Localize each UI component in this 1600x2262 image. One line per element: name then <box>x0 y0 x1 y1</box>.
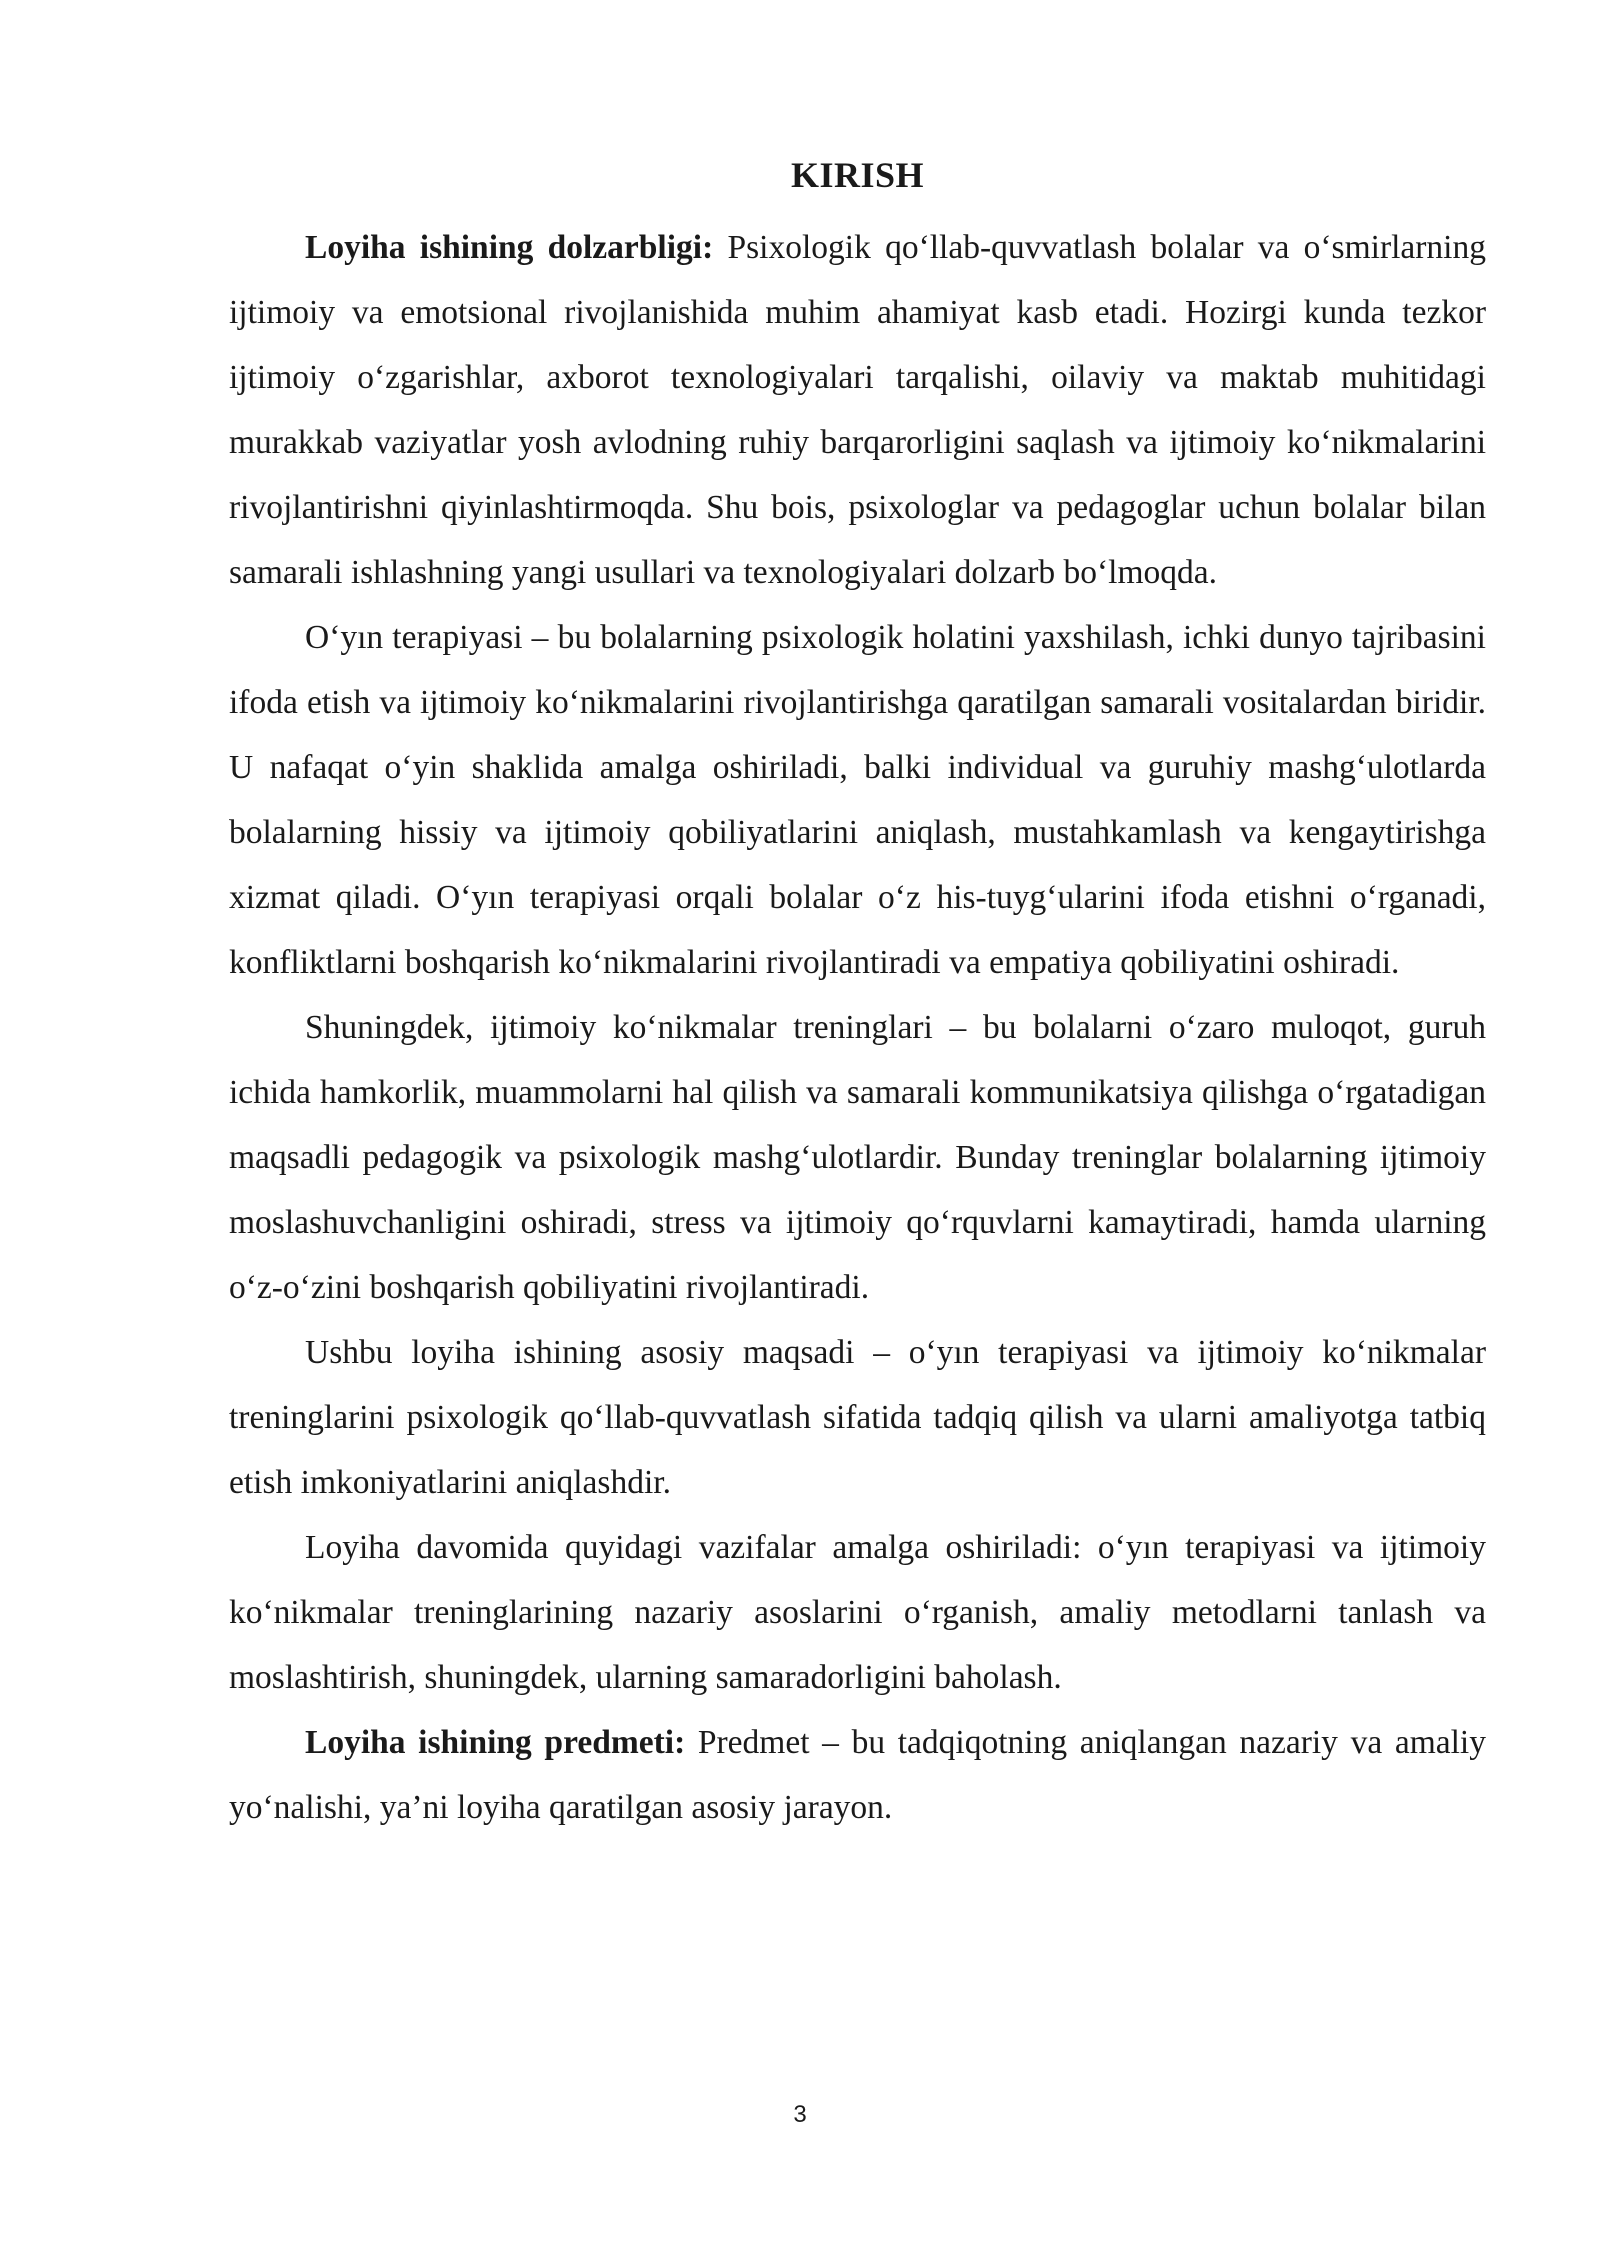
paragraph-tasks <box>229 1515 1486 1710</box>
paragraph-text: Predmet – bu tadqiqotning aniqlangan nazariy va amaliy yoʻnalishi, ya’ni loyiha qaratilgan asosiy jarayon. <box>229 1724 1486 1826</box>
paragraph-text: Ushbu loyiha ishining asosiy maqsadi – oʻyın terapiyasi va ijtimoiy koʻnikmalar treninglarini psixologik qoʻllab-quvvatlash sifatida tadqiq qilish va ularni amaliyotga tatbiq etish imkoniyatlarini aniqlashdir. <box>229 1334 1486 1501</box>
paragraph-text: Psixologik qoʻllab-quvvatlash bolalar va oʻsmirlarning ijtimoiy va emotsional rivojlanishida muhim ahamiyat kasb etadi. Hozirgi kunda tezkor ijtimoiy oʻzgarishlar, axborot texnologiyalari tarqalishi, oilaviy va maktab muhitidagi murakkab vaziyatlar yosh avlodning ruhiy barqarorligini saqlash va ijtimoiy koʻnikmalarini rivojlantirishni qiyinlashtirmoqda. Shu bois, psixologlar va pedagoglar uchun bolalar bilan samarali ishlashning yangi usullari va texnologiyalari dolzarb boʻlmoqda. <box>229 229 1486 591</box>
paragraph-subject <box>229 1710 1486 1840</box>
paragraph-goal <box>229 1320 1486 1515</box>
document-page <box>229 150 1486 1840</box>
paragraph-text: Loyiha davomida quyidagi vazifalar amalga oshiriladi: oʻyın terapiyasi va ijtimoiy koʻnikmalar treninglarining nazariy asoslarini oʻrganish, amaliy metodlarni tanlash va moslashtirish, shuningdek, ularning samaradorligini baholash. <box>229 1529 1486 1696</box>
paragraph-text: Shuningdek, ijtimoiy koʻnikmalar treninglari – bu bolalarni oʻzaro muloqot, guruh ichida hamkorlik, muammolarni hal qilish va samarali kommunikatsiya qilishga oʻrgatadigan maqsadli pedagogik va psixologik mashgʻulotlardir. Bunday treninglar bolalarning ijtimoiy moslashuvchanligini oshiradi, stress va ijtimoiy qoʻrquvlarni kamaytiradi, hamda ularning oʻz-oʻzini boshqarish qobiliyatini rivojlantiradi. <box>229 1009 1486 1306</box>
page-number: 3 <box>793 2101 807 2128</box>
paragraph-play-therapy <box>229 605 1486 995</box>
paragraph-text: Oʻyın terapiyasi – bu bolalarning psixologik holatini yaxshilash, ichki dunyo tajribasini ifoda etish va ijtimoiy koʻnikmalarini rivojlantirishga qaratilgan samarali vositalardan biridir. U nafaqat oʻyin shaklida amalga oshiriladi, balki individual va guruhiy mashgʻulotlarda bolalarning hissiy va ijtimoiy qobiliyatlarini aniqlash, mustahkamlash va kengaytirishga xizmat qiladi. Oʻyın terapiyasi orqali bolalar oʻz his-tuygʻularini ifoda etishni oʻrganadi, konfliktlarni boshqarish koʻnikmalarini rivojlantiradi va empatiya qobiliyatini oshiradi. <box>229 619 1486 981</box>
paragraph-relevance <box>229 215 1486 605</box>
paragraph-lead: Loyiha ishining predmeti: <box>305 1724 686 1761</box>
paragraph-lead: Loyiha ishining dolzarbligi: <box>305 229 714 266</box>
section-title: KIRISH <box>790 155 925 195</box>
paragraph-social-skills <box>229 995 1486 1320</box>
